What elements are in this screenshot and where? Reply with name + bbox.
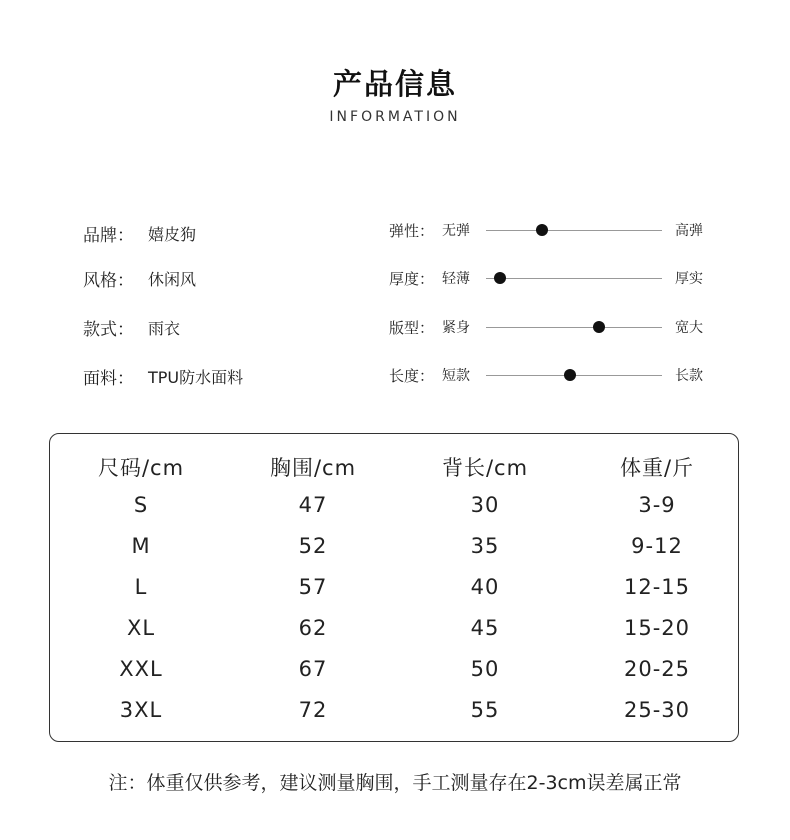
table-cell: 15-20	[623, 616, 691, 640]
scale-low-label: 无弹	[442, 223, 470, 239]
table-cell: 52	[298, 534, 328, 558]
table-cell: L	[134, 575, 148, 599]
table-row	[50, 657, 738, 687]
scale-low-label: 紧身	[442, 320, 470, 336]
attribute-label: 款式：	[83, 320, 134, 340]
table-cell: 3XL	[119, 698, 163, 722]
scale-high-label: 宽大	[675, 320, 703, 336]
scale-low-label: 短款	[442, 368, 470, 384]
table-header-cell: 胸围/cm	[269, 456, 357, 480]
table-row	[50, 698, 738, 728]
table-cell: 3-9	[638, 493, 676, 517]
scale-label: 厚度：	[389, 270, 435, 288]
table-header-cell: 背长/cm	[441, 456, 529, 480]
attribute-value: TPU防水面料	[148, 368, 244, 387]
table-row	[50, 493, 738, 523]
scale-label: 版型：	[389, 319, 435, 337]
table-cell: 35	[470, 534, 500, 558]
table-row	[50, 616, 738, 646]
footnote: 注：体重仅供参考，建议测量胸围，手工测量存在2-3cm误差属正常	[108, 772, 682, 794]
table-cell: 67	[298, 657, 328, 681]
table-cell: M	[131, 534, 151, 558]
attribute-brand	[83, 221, 197, 246]
table-row	[50, 575, 738, 605]
table-cell: 25-30	[623, 698, 691, 722]
scale-track	[486, 230, 662, 231]
scale-thickness	[389, 268, 719, 288]
table-row	[50, 534, 738, 564]
table-cell: 40	[470, 575, 500, 599]
scale-track	[486, 278, 662, 279]
scale-high-label: 厚实	[675, 271, 703, 287]
attribute-type	[83, 315, 181, 340]
attribute-label: 风格：	[83, 271, 134, 291]
scale-elasticity	[389, 220, 719, 240]
table-cell: 9-12	[631, 534, 683, 558]
table-cell: 30	[470, 493, 500, 517]
table-header-cell: 尺码/cm	[97, 456, 185, 480]
table-cell: XL	[126, 616, 156, 640]
scale-indicator	[593, 321, 605, 333]
attribute-label: 面料：	[83, 369, 134, 389]
attribute-value: 雨衣	[148, 319, 181, 338]
attribute-value: 嬉皮狗	[148, 225, 197, 244]
attribute-style	[83, 266, 197, 291]
table-header-row	[50, 452, 738, 482]
table-cell: 72	[298, 698, 328, 722]
scale-indicator	[494, 272, 506, 284]
attribute-fabric	[83, 364, 244, 389]
table-cell: S	[133, 493, 149, 517]
attribute-label: 品牌：	[83, 226, 134, 246]
table-cell: 20-25	[623, 657, 691, 681]
scale-length	[389, 365, 719, 385]
size-table	[49, 433, 739, 742]
scale-fit	[389, 317, 719, 337]
scale-high-label: 高弹	[675, 223, 703, 239]
table-cell: 50	[470, 657, 500, 681]
table-cell: 55	[470, 698, 500, 722]
page-title: 产品信息	[332, 67, 457, 101]
scale-track	[486, 327, 662, 328]
table-cell: 47	[298, 493, 328, 517]
attribute-value: 休闲风	[148, 270, 197, 289]
table-cell: 57	[298, 575, 328, 599]
page-subtitle: INFORMATION	[329, 109, 461, 125]
table-header-cell: 体重/斤	[619, 456, 695, 480]
scale-low-label: 轻薄	[442, 271, 470, 287]
table-cell: 45	[470, 616, 500, 640]
scale-indicator	[536, 224, 548, 236]
scale-indicator	[564, 369, 576, 381]
scale-high-label: 长款	[675, 368, 703, 384]
table-cell: 12-15	[623, 575, 691, 599]
scale-label: 长度：	[389, 367, 435, 385]
scale-label: 弹性：	[389, 222, 435, 240]
table-cell: XXL	[119, 657, 163, 681]
table-cell: 62	[298, 616, 328, 640]
